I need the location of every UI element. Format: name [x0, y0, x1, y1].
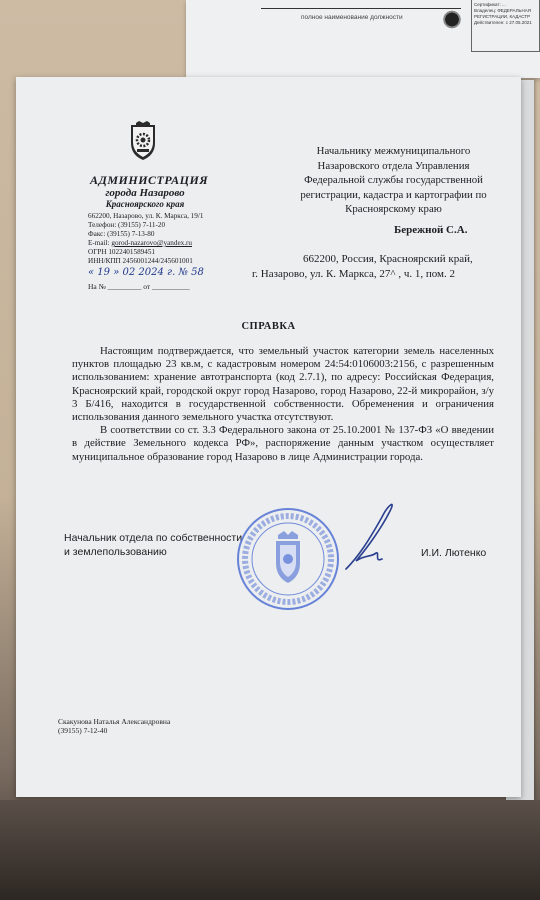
executor-name: Скакунова Наталья Александровна [58, 717, 171, 726]
handwritten-signature [338, 497, 408, 577]
signatory-position [64, 531, 242, 559]
addressee-address-1: 662200, Россия, Красноярский край, [303, 253, 473, 265]
sender-email-link[interactable]: gorod-nazarovo@yandex.ru [111, 239, 193, 247]
position-line: и землепользованию [64, 546, 167, 558]
document-body [72, 345, 494, 464]
body-paragraph: В соответствии со ст. 3.3 Федерального закона от 25.10.2001 № 137-ФЗ «О введении в действие Земельного кодекса РФ», распоряжение данным участком осуществляет муниципальное образование город Назарово в лице Администрации города. [72, 424, 494, 463]
bg-emblem-icon [442, 6, 462, 36]
background-document [186, 0, 540, 78]
email-label: E-mail: [88, 239, 112, 247]
addressee-line: Назаровского отдела Управления [317, 159, 470, 172]
addressee-line: Начальнику межмуниципального [316, 145, 471, 157]
addressee-address-2: г. Назарово, ул. К. Маркса, 27^ , ч. 1, пом. 2 [252, 268, 456, 280]
registration-number [88, 267, 204, 278]
addressee-block [276, 144, 511, 217]
signatory-name: И.И. Лютенко [421, 547, 487, 559]
bg-stamp-line: РЕГИСТРАЦИИ, КАДАСТР [474, 14, 531, 19]
bg-stamp-line: Владелец: ФЕДЕРАЛЬНАЯ [474, 8, 531, 13]
document-page [16, 77, 521, 797]
sender-address: 662200, Назарово, ул. К. Маркса, 19/1 [88, 212, 204, 220]
sender-fax: Факс: (39155) 7-13-80 [88, 230, 155, 238]
bg-signature-stamp [471, 0, 540, 52]
executor-block [58, 717, 170, 735]
document-title: СПРАВКА [241, 321, 296, 332]
sender-ogrn: ОГРН 1022401589451 [88, 248, 156, 256]
bg-stamp-line: Действителен: с 27.05.2021 [474, 20, 532, 25]
bg-underline [261, 8, 461, 9]
position-line: Начальник отдела по собственности [64, 532, 243, 544]
org-region: Красноярского края [105, 199, 185, 209]
bg-stamp-line: Сертификат: ... [474, 2, 506, 7]
addressee-person: Бережной С.А. [394, 224, 468, 236]
executor-phone: (39155) 7-12-40 [58, 726, 108, 735]
sender-inn-kpp: ИНН/КПП 2456001244/245601001 [88, 257, 193, 265]
sender-phone: Телефон: (39155) 7-11-20 [88, 221, 166, 229]
org-name: АДМИНИСТРАЦИЯ [90, 173, 209, 187]
sender-email-row [88, 239, 192, 248]
coat-of-arms-icon [128, 121, 158, 161]
reg-number-text: « 19 » 02 2024 г. № 58 [88, 267, 204, 278]
addressee-line: Федеральной службы государственной [304, 174, 483, 186]
bg-caption: полное наименование должности [301, 14, 403, 21]
reference-line: На № _________ от __________ [88, 282, 190, 291]
floor-background [0, 800, 540, 900]
addressee-line: регистрации, кадастра и картографии по [300, 188, 487, 201]
body-paragraph: Настоящим подтверждается, что земельный участок категории земель населенных пунктов площадью 23 кв.м, с кадастровым номером 24:54:0106003:2156, с разрешенным использованием: хранение автотранспорта (код 2.7.1), по адресу: Российская Федерация, Красноярский край, городской округ город Назарово, город Назарово, 22-й микрорайон, з/у 3 Б/416, находится в государственной собственности. Обременения и ограничения использования данного земельного участка отсутствуют. [72, 345, 494, 424]
official-seal-stamp [234, 505, 342, 613]
org-city: города Назарово [105, 187, 185, 199]
addressee-line: Красноярскому краю [345, 203, 442, 215]
